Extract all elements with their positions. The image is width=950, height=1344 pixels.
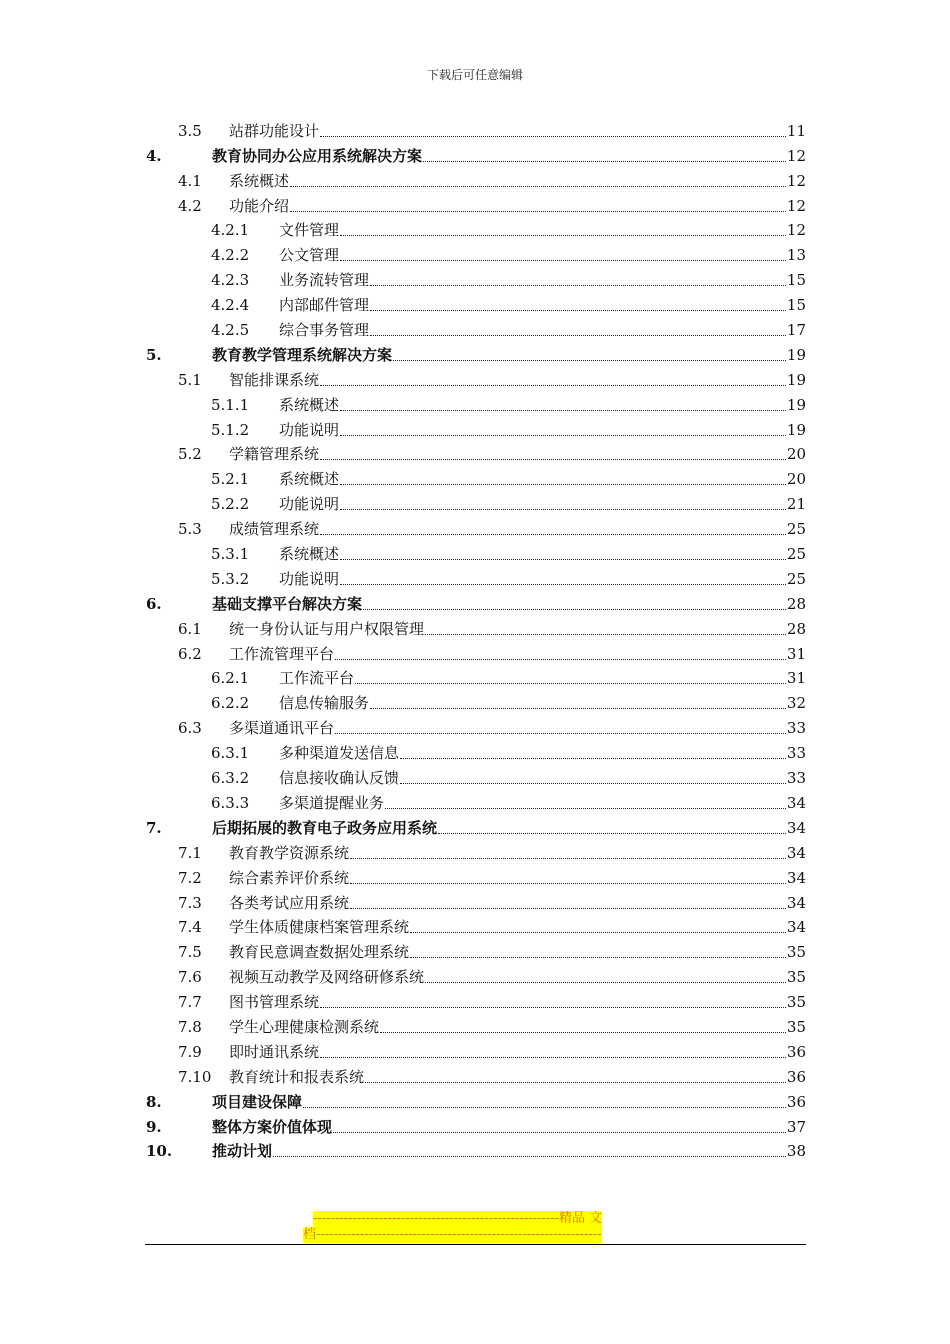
toc-entry-line xyxy=(279,421,806,439)
toc-entry-line xyxy=(279,570,806,588)
toc-entry[interactable] xyxy=(146,389,806,414)
toc-entry-number: 5.2.1 xyxy=(211,470,250,489)
toc-dot-leader xyxy=(370,708,786,709)
toc-dot-leader xyxy=(425,634,786,635)
toc-entry-line xyxy=(229,918,806,936)
toc-entry-title: 学籍管理系统 xyxy=(229,445,320,464)
toc-entry-number: 5.1.1 xyxy=(211,395,250,414)
toc-entry-number: 4.2.1 xyxy=(211,221,250,240)
footer-watermark-line2: 档----------------------------------------------------------------- xyxy=(303,1227,602,1242)
toc-entry-title: 教育统计和报表系统 xyxy=(229,1067,365,1086)
toc-entry-line xyxy=(229,620,806,638)
toc-entry-number: 4.2.3 xyxy=(211,271,250,290)
toc-dot-leader xyxy=(380,1032,786,1033)
toc-entry-line xyxy=(279,744,806,762)
toc-entry[interactable] xyxy=(146,1061,806,1086)
toc-entry-line xyxy=(229,993,806,1011)
toc-entry-page: 31 xyxy=(786,669,806,688)
toc-dot-leader xyxy=(370,310,786,311)
toc-dot-leader xyxy=(370,285,786,286)
toc-entry-page: 25 xyxy=(786,545,806,564)
toc-dot-leader xyxy=(273,1156,786,1157)
toc-dot-leader xyxy=(340,410,786,411)
toc-entry-title: 项目建设保障 xyxy=(212,1092,303,1111)
toc-entry[interactable] xyxy=(146,239,806,264)
toc-entry-title: 成绩管理系统 xyxy=(229,520,320,539)
toc-entry-title: 站群功能设计 xyxy=(229,121,320,140)
toc-entry[interactable] xyxy=(146,912,806,937)
toc-entry-number: 5.1.2 xyxy=(211,420,250,439)
toc-entry[interactable] xyxy=(146,364,806,389)
toc-entry-page: 20 xyxy=(786,470,806,489)
toc-entry[interactable] xyxy=(146,538,806,563)
toc-entry-title: 系统概述 xyxy=(279,470,340,489)
toc-entry-page: 13 xyxy=(786,246,806,265)
toc-entry-title: 系统概述 xyxy=(229,171,290,190)
toc-entry-number: 4.2.4 xyxy=(211,296,250,315)
toc-entry[interactable] xyxy=(146,264,806,289)
toc-entry-line xyxy=(279,321,806,339)
toc-dot-leader xyxy=(400,783,786,784)
toc-entry-title: 后期拓展的教育电子政务应用系统 xyxy=(212,818,438,837)
toc-dot-leader xyxy=(320,1057,786,1058)
toc-entry-title: 工作流管理平台 xyxy=(229,644,335,663)
toc-entry-number: 6.3.3 xyxy=(211,793,250,812)
toc-entry-line xyxy=(279,296,806,314)
toc-entry-title: 视频互动教学及网络研修系统 xyxy=(229,968,425,987)
page-header-note: 下载后可任意编辑 xyxy=(426,68,523,82)
toc-entry-number: 6.1 xyxy=(178,619,202,638)
toc-entry[interactable] xyxy=(146,887,806,912)
toc-entry-page: 33 xyxy=(786,719,806,738)
toc-entry[interactable] xyxy=(146,115,806,140)
toc-entry-number: 7.9 xyxy=(178,1042,202,1061)
toc-entry[interactable] xyxy=(146,663,806,688)
toc-entry[interactable] xyxy=(146,339,806,364)
toc-entry-number: 7.8 xyxy=(178,1017,202,1036)
toc-entry-line xyxy=(212,1142,806,1160)
toc-dot-leader xyxy=(350,908,786,909)
toc-entry-line xyxy=(279,669,806,687)
toc-entry-page: 17 xyxy=(786,321,806,340)
toc-entry-line xyxy=(229,943,806,961)
toc-entry[interactable] xyxy=(146,463,806,488)
toc-entry-line xyxy=(229,520,806,538)
toc-entry[interactable] xyxy=(146,140,806,165)
toc-entry[interactable] xyxy=(146,488,806,513)
toc-entry-page: 25 xyxy=(786,520,806,539)
toc-entry-number: 9. xyxy=(146,1117,162,1136)
toc-entry-number: 4. xyxy=(146,146,162,165)
toc-entry[interactable] xyxy=(146,1086,806,1111)
toc-entry-title: 综合事务管理 xyxy=(279,321,370,340)
toc-dot-leader xyxy=(340,559,786,560)
toc-entry-title: 学生心理健康检测系统 xyxy=(229,1017,380,1036)
toc-entry-number: 7.1 xyxy=(178,843,202,862)
toc-entry[interactable] xyxy=(146,439,806,464)
toc-entry-number: 4.2.2 xyxy=(211,246,250,265)
toc-entry[interactable] xyxy=(146,936,806,961)
toc-entry-title: 各类考试应用系统 xyxy=(229,893,350,912)
toc-entry-page: 35 xyxy=(786,1017,806,1036)
toc-entry-page: 33 xyxy=(786,744,806,763)
toc-entry-line xyxy=(229,445,806,463)
footer-watermark-line1: --------------------------------------------------------精品 文 xyxy=(313,1211,603,1226)
toc-entry-line xyxy=(212,819,806,837)
toc-entry[interactable] xyxy=(146,1036,806,1061)
toc-entry-page: 35 xyxy=(786,968,806,987)
toc-entry-page: 34 xyxy=(786,793,806,812)
toc-entry-number: 7. xyxy=(146,818,162,837)
toc-entry-number: 7.5 xyxy=(178,943,202,962)
toc-entry-page: 34 xyxy=(786,893,806,912)
toc-entry[interactable] xyxy=(146,289,806,314)
toc-dot-leader xyxy=(393,360,786,361)
toc-entry-line xyxy=(229,719,806,737)
toc-entry-title: 公文管理 xyxy=(279,246,340,265)
toc-entry-page: 28 xyxy=(786,594,806,613)
toc-entry-page: 36 xyxy=(786,1042,806,1061)
toc-entry-number: 6.3.2 xyxy=(211,769,250,788)
toc-entry[interactable] xyxy=(146,787,806,812)
toc-entry-line xyxy=(229,894,806,912)
toc-entry-number: 5.1 xyxy=(178,370,202,389)
toc-entry-page: 15 xyxy=(786,296,806,315)
toc-entry-number: 7.6 xyxy=(178,968,202,987)
toc-dot-leader xyxy=(340,484,786,485)
toc-dot-leader xyxy=(290,211,786,212)
toc-dot-leader xyxy=(335,659,786,660)
toc-dot-leader xyxy=(340,260,786,261)
toc-entry-line xyxy=(229,1043,806,1061)
toc-entry-page: 36 xyxy=(786,1092,806,1111)
toc-entry-title: 工作流平台 xyxy=(279,669,355,688)
toc-entry[interactable] xyxy=(146,588,806,613)
toc-dot-leader xyxy=(355,683,786,684)
toc-dot-leader xyxy=(350,883,786,884)
toc-entry-title: 功能说明 xyxy=(279,569,340,588)
toc-entry-title: 文件管理 xyxy=(279,221,340,240)
toc-entry[interactable] xyxy=(146,837,806,862)
toc-entry-number: 5.3.1 xyxy=(211,545,250,564)
toc-dot-leader xyxy=(335,733,786,734)
toc-dot-leader xyxy=(365,1082,786,1083)
toc-entry-line xyxy=(279,794,806,812)
toc-entry-title: 即时通讯系统 xyxy=(229,1042,320,1061)
toc-entry-title: 功能说明 xyxy=(279,420,340,439)
toc-entry-title: 功能介绍 xyxy=(229,196,290,215)
toc-dot-leader xyxy=(320,385,786,386)
toc-entry-title: 系统概述 xyxy=(279,545,340,564)
toc-entry-line xyxy=(229,172,806,190)
toc-entry-line xyxy=(212,1093,806,1111)
toc-entry-page: 35 xyxy=(786,993,806,1012)
toc-entry-page: 25 xyxy=(786,569,806,588)
toc-entry-page: 21 xyxy=(786,495,806,514)
toc-entry-page: 32 xyxy=(786,694,806,713)
footer-rule xyxy=(145,1244,806,1245)
toc-entry[interactable] xyxy=(146,613,806,638)
toc-entry-number: 6.2.2 xyxy=(211,694,250,713)
toc-entry-page: 19 xyxy=(786,345,806,364)
toc-entry-number: 5.3 xyxy=(178,520,202,539)
toc-entry-title: 功能说明 xyxy=(279,495,340,514)
toc-dot-leader xyxy=(363,609,786,610)
toc-entry[interactable] xyxy=(146,737,806,762)
toc-entry-page: 34 xyxy=(786,868,806,887)
toc-entry-page: 19 xyxy=(786,395,806,414)
toc-entry[interactable] xyxy=(146,1011,806,1036)
toc-entry[interactable] xyxy=(146,190,806,215)
toc-dot-leader xyxy=(385,808,786,809)
toc-entry-title: 图书管理系统 xyxy=(229,993,320,1012)
toc-entry-title: 智能排课系统 xyxy=(229,370,320,389)
toc-entry[interactable] xyxy=(146,961,806,986)
toc-entry-page: 33 xyxy=(786,769,806,788)
toc-entry-page: 37 xyxy=(786,1117,806,1136)
toc-entry[interactable] xyxy=(146,165,806,190)
toc-entry-title: 多种渠道发送信息 xyxy=(279,744,400,763)
toc-entry-line xyxy=(229,371,806,389)
toc-entry[interactable] xyxy=(146,1111,806,1136)
toc-entry-title: 多渠道通讯平台 xyxy=(229,719,335,738)
toc-entry-line xyxy=(229,1018,806,1036)
toc-entry-page: 12 xyxy=(786,221,806,240)
toc-entry-title: 整体方案价值体现 xyxy=(212,1117,333,1136)
toc-entry-number: 4.2 xyxy=(178,196,202,215)
toc-entry-line xyxy=(212,595,806,613)
toc-entry-page: 12 xyxy=(786,171,806,190)
toc-entry-title: 综合素养评价系统 xyxy=(229,868,350,887)
toc-entry[interactable] xyxy=(146,513,806,538)
toc-entry-number: 6.2.1 xyxy=(211,669,250,688)
toc-dot-leader xyxy=(370,335,786,336)
toc-dot-leader xyxy=(340,584,786,585)
toc-entry-line xyxy=(279,694,806,712)
toc-dot-leader xyxy=(425,982,786,983)
toc-entry-number: 7.7 xyxy=(178,993,202,1012)
toc-entry-page: 34 xyxy=(786,818,806,837)
toc-entry-page: 12 xyxy=(786,196,806,215)
toc-entry-page: 31 xyxy=(786,644,806,663)
toc-entry-line xyxy=(279,246,806,264)
toc-entry-title: 统一身份认证与用户权限管理 xyxy=(229,619,425,638)
toc-entry[interactable] xyxy=(146,215,806,240)
toc-entry-number: 6.3.1 xyxy=(211,744,250,763)
toc-entry-page: 19 xyxy=(786,420,806,439)
toc-entry-number: 7.10 xyxy=(178,1067,212,1086)
toc-entry[interactable] xyxy=(146,314,806,339)
toc-dot-leader xyxy=(320,136,786,137)
toc-entry-title: 教育民意调查数据处理系统 xyxy=(229,943,410,962)
toc-entry-page: 36 xyxy=(786,1067,806,1086)
toc-entry-line xyxy=(279,271,806,289)
toc-entry[interactable] xyxy=(146,414,806,439)
toc-entry-page: 20 xyxy=(786,445,806,464)
toc-entry-number: 5.2.2 xyxy=(211,495,250,514)
toc-entry[interactable] xyxy=(146,762,806,787)
toc-entry-number: 5.2 xyxy=(178,445,202,464)
toc-entry[interactable] xyxy=(146,687,806,712)
toc-entry-line xyxy=(229,869,806,887)
toc-entry-line xyxy=(279,769,806,787)
toc-entry-title: 推动计划 xyxy=(212,1142,273,1161)
toc-entry[interactable] xyxy=(146,563,806,588)
toc-entry[interactable] xyxy=(146,986,806,1011)
toc-entry-title: 系统概述 xyxy=(279,395,340,414)
toc-entry-page: 19 xyxy=(786,370,806,389)
toc-entry-line xyxy=(279,470,806,488)
toc-entry-title: 基础支撑平台解决方案 xyxy=(212,594,363,613)
toc-entry-number: 6. xyxy=(146,594,162,613)
toc-entry-page: 34 xyxy=(786,918,806,937)
toc-entry-page: 35 xyxy=(786,943,806,962)
toc-entry-number: 4.2.5 xyxy=(211,321,250,340)
toc-entry-line xyxy=(229,197,806,215)
toc-entry[interactable] xyxy=(146,1136,806,1161)
toc-entry-number: 4.1 xyxy=(178,171,202,190)
toc-entry-line xyxy=(229,844,806,862)
toc-entry-line xyxy=(212,346,806,364)
toc-dot-leader xyxy=(410,957,786,958)
toc-dot-leader xyxy=(340,235,786,236)
toc-entry-number: 10. xyxy=(146,1142,173,1161)
toc-entry-title: 业务流转管理 xyxy=(279,271,370,290)
toc-entry-title: 教育教学资源系统 xyxy=(229,843,350,862)
toc-dot-leader xyxy=(400,758,786,759)
toc-entry-number: 6.2 xyxy=(178,644,202,663)
toc-entry-line xyxy=(229,122,806,140)
toc-entry-number: 7.3 xyxy=(178,893,202,912)
toc-entry-line xyxy=(279,495,806,513)
toc-entry-number: 5.3.2 xyxy=(211,569,250,588)
toc-entry-title: 学生体质健康档案管理系统 xyxy=(229,918,410,937)
toc-dot-leader xyxy=(423,161,786,162)
toc-dot-leader xyxy=(320,1007,786,1008)
toc-entry-title: 信息传输服务 xyxy=(279,694,370,713)
toc-entry-number: 6.3 xyxy=(178,719,202,738)
toc-entry-line xyxy=(279,396,806,414)
toc-entry[interactable] xyxy=(146,638,806,663)
toc-entry-number: 5. xyxy=(146,345,162,364)
toc-entry-line xyxy=(279,221,806,239)
toc-entry-line xyxy=(229,645,806,663)
toc-dot-leader xyxy=(340,435,786,436)
toc-entry-title: 教育协同办公应用系统解决方案 xyxy=(212,146,423,165)
toc-entry-page: 34 xyxy=(786,843,806,862)
toc-entry-page: 12 xyxy=(786,146,806,165)
toc-entry-page: 15 xyxy=(786,271,806,290)
toc-entry-line xyxy=(229,1068,806,1086)
toc-entry-number: 3.5 xyxy=(178,121,202,140)
toc-entry-number: 7.4 xyxy=(178,918,202,937)
toc-dot-leader xyxy=(350,858,786,859)
toc-dot-leader xyxy=(333,1132,786,1133)
toc-entry-line xyxy=(212,1118,806,1136)
toc-dot-leader xyxy=(290,186,786,187)
toc-entry-title: 信息接收确认反馈 xyxy=(279,769,400,788)
toc-entry-page: 11 xyxy=(786,121,806,140)
toc-entry[interactable] xyxy=(146,862,806,887)
toc-dot-leader xyxy=(438,833,786,834)
toc-entry-page: 38 xyxy=(786,1142,806,1161)
toc-entry[interactable] xyxy=(146,812,806,837)
toc-entry-title: 教育教学管理系统解决方案 xyxy=(212,345,393,364)
toc-dot-leader xyxy=(303,1107,786,1108)
table-of-contents xyxy=(146,115,806,1160)
toc-entry-line xyxy=(279,545,806,563)
toc-entry-line xyxy=(212,147,806,165)
toc-entry-line xyxy=(229,968,806,986)
toc-entry-page: 28 xyxy=(786,619,806,638)
toc-dot-leader xyxy=(320,459,786,460)
toc-entry-title: 内部邮件管理 xyxy=(279,296,370,315)
toc-entry-number: 8. xyxy=(146,1092,162,1111)
toc-dot-leader xyxy=(320,534,786,535)
toc-entry-title: 多渠道提醒业务 xyxy=(279,793,385,812)
toc-dot-leader xyxy=(340,509,786,510)
toc-entry-number: 7.2 xyxy=(178,868,202,887)
toc-entry[interactable] xyxy=(146,712,806,737)
toc-dot-leader xyxy=(410,932,786,933)
